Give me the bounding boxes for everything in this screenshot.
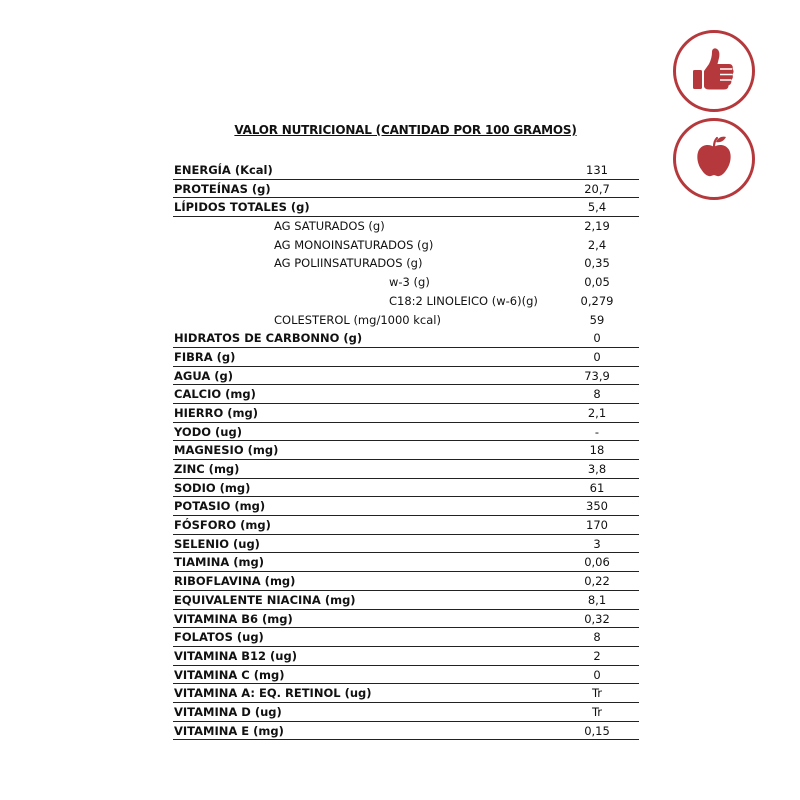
thumbs-up-badge[interactable] xyxy=(673,30,755,112)
table-row xyxy=(173,591,639,610)
nutrient-label: AGUA (g) xyxy=(174,368,233,383)
nutrient-value: 0 xyxy=(593,349,601,364)
nutrient-value: 170 xyxy=(586,518,608,533)
table-row xyxy=(173,497,639,516)
nutrient-value: 20,7 xyxy=(584,181,610,196)
table-row xyxy=(173,441,639,460)
table-row xyxy=(173,647,639,666)
nutrient-label: EQUIVALENTE NIACINA (mg) xyxy=(174,592,356,607)
nutrient-value: 3,8 xyxy=(587,462,607,476)
table-row xyxy=(173,703,639,722)
nutrient-value: 59 xyxy=(589,312,605,327)
nutrient-label: PROTEÍNAS (g) xyxy=(174,181,271,196)
thumbs-up-icon xyxy=(676,33,752,109)
table-row xyxy=(173,385,639,404)
apple-icon xyxy=(676,121,752,197)
table-row xyxy=(173,610,639,629)
nutrient-value: - xyxy=(594,424,600,439)
apple-badge[interactable] xyxy=(673,118,755,200)
table-row xyxy=(173,292,639,311)
nutrient-label: RIBOFLAVINA (mg) xyxy=(174,574,296,589)
nutrient-value: 0 xyxy=(593,331,601,346)
nutrient-label: MAGNESIO (mg) xyxy=(174,443,279,458)
nutrient-label: VITAMINA E (mg) xyxy=(174,723,284,738)
table-row xyxy=(173,553,639,572)
table-row xyxy=(173,628,639,647)
nutrient-value: 73,9 xyxy=(584,368,610,383)
nutrient-label: HIERRO (mg) xyxy=(174,405,258,420)
table-row xyxy=(173,217,639,236)
nutrient-label: TIAMINA (mg) xyxy=(174,555,265,570)
table-row xyxy=(173,516,639,535)
nutrient-value: Tr xyxy=(591,704,603,719)
nutrient-label: SODIO (mg) xyxy=(174,480,251,495)
nutrition-table xyxy=(173,161,639,740)
nutrient-value: 8 xyxy=(593,630,601,645)
table-row xyxy=(173,460,639,479)
table-row xyxy=(173,161,639,180)
table-row xyxy=(173,329,639,348)
nutrient-label: VITAMINA A: EQ. RETINOL (ug) xyxy=(174,686,372,701)
nutrient-value: 131 xyxy=(586,163,608,177)
nutrient-value: 2,19 xyxy=(584,219,610,234)
nutrient-label: C18:2 LINOLEICO (w-6)(g) xyxy=(389,293,538,308)
nutrient-label: ZINC (mg) xyxy=(174,462,240,476)
nutrient-label: POTASIO (mg) xyxy=(174,499,266,514)
nutrient-value: 8 xyxy=(593,387,601,402)
table-row xyxy=(173,572,639,591)
nutrient-value: 18 xyxy=(589,443,605,458)
nutrient-value: 2,1 xyxy=(587,405,607,420)
nutrient-value: Tr xyxy=(591,686,603,701)
nutrient-label: COLESTEROL (mg/1000 kcal) xyxy=(274,312,441,327)
nutrient-label: AG SATURADOS (g) xyxy=(274,219,385,234)
table-row xyxy=(173,666,639,685)
table-row xyxy=(173,254,639,273)
table-row xyxy=(173,348,639,367)
table-row xyxy=(173,423,639,442)
table-row xyxy=(173,404,639,423)
nutrient-value: 5,4 xyxy=(587,200,607,215)
table-title: VALOR NUTRICIONAL (CANTIDAD POR 100 GRAMOS) xyxy=(234,123,577,137)
nutrient-value: 0,35 xyxy=(584,256,610,271)
nutrient-value: 61 xyxy=(589,480,605,495)
nutrient-label: ENERGÍA (Kcal) xyxy=(174,163,273,177)
nutrient-label: YODO (ug) xyxy=(174,424,242,439)
nutrient-label: VITAMINA B12 (ug) xyxy=(174,648,297,663)
nutrient-value: 0,279 xyxy=(580,293,614,308)
table-row xyxy=(173,198,639,217)
table-row xyxy=(173,479,639,498)
nutrient-value: 0 xyxy=(593,667,601,682)
nutrient-label: VITAMINA C (mg) xyxy=(174,667,285,682)
nutrient-value: 0,22 xyxy=(584,574,610,589)
table-row xyxy=(173,535,639,554)
table-row xyxy=(173,311,639,330)
nutrient-label: FIBRA (g) xyxy=(174,349,236,364)
nutrient-label: SELENIO (ug) xyxy=(174,536,260,551)
nutrient-label: VITAMINA D (ug) xyxy=(174,704,282,719)
nutrient-label: CALCIO (mg) xyxy=(174,387,256,402)
table-row xyxy=(173,367,639,386)
table-row xyxy=(173,273,639,292)
nutrient-value: 0,06 xyxy=(584,555,610,570)
nutrient-label: HIDRATOS DE CARBONNO (g) xyxy=(174,331,363,346)
nutrient-label: LÍPIDOS TOTALES (g) xyxy=(174,200,310,215)
nutrient-label: AG POLIINSATURADOS (g) xyxy=(274,256,423,271)
nutrient-value: 2,4 xyxy=(587,237,607,252)
nutrient-value: 2 xyxy=(593,648,601,663)
nutrient-label: FOLATOS (ug) xyxy=(174,630,264,645)
nutrient-value: 3 xyxy=(593,536,601,551)
nutrient-value: 0,32 xyxy=(584,611,610,626)
nutrient-value: 8,1 xyxy=(587,592,607,607)
table-row xyxy=(173,236,639,255)
table-row xyxy=(173,684,639,703)
nutrient-label: FÓSFORO (mg) xyxy=(174,518,271,533)
nutrient-label: VITAMINA B6 (mg) xyxy=(174,611,293,626)
nutrient-value: 0,05 xyxy=(584,275,610,290)
nutrient-value: 0,15 xyxy=(584,723,610,738)
table-row xyxy=(173,180,639,199)
nutrient-label: w-3 (g) xyxy=(389,275,430,290)
nutrient-value: 350 xyxy=(586,499,608,514)
nutrient-label: AG MONOINSATURADOS (g) xyxy=(274,237,434,252)
table-row xyxy=(173,722,639,741)
